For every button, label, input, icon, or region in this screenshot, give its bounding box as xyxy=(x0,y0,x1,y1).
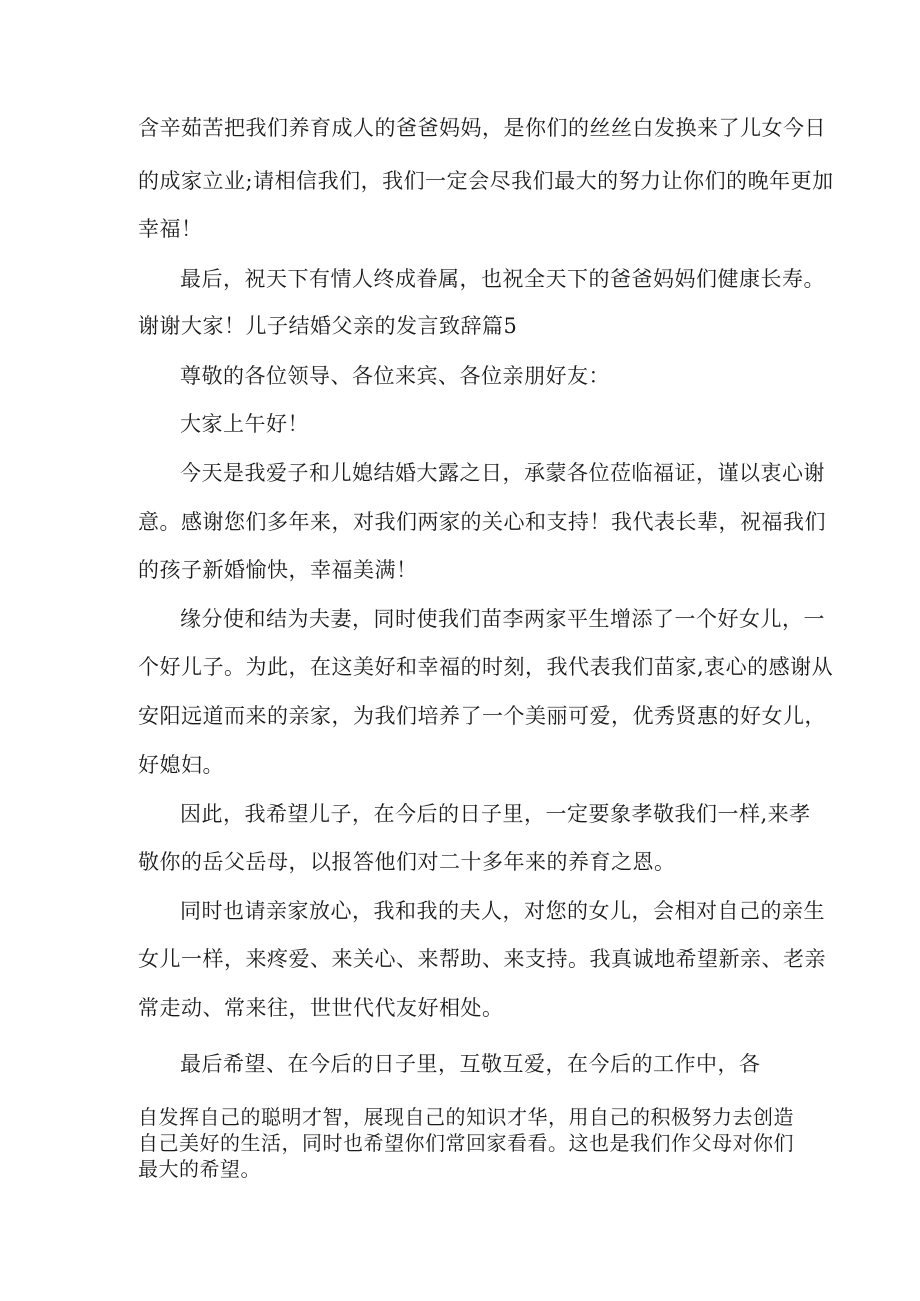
text-line: 好媳妇。 xyxy=(138,753,224,777)
salutation: 尊敬的各位领导、各位来宾、各位亲朋好友： xyxy=(180,364,610,388)
text-line: 今天是我爱子和儿媳结婚大露之日，承蒙各位莅临福证，谨以衷心谢 xyxy=(180,461,825,485)
greeting: 大家上午好！ xyxy=(180,412,309,436)
text-line: 最后希望、在今后的日子里，互敬互爱，在今后的工作中，各 xyxy=(180,1052,761,1076)
text-line: 含辛茹苦把我们养育成人的爸爸妈妈，是你们的丝丝白发换来了儿女今日 xyxy=(138,116,826,140)
text-line: 女儿一样，来疼爱、来关心、来帮助、来支持。我真诚地希望新亲、老亲 xyxy=(138,947,826,971)
text-line: 敬你的岳父岳母，以报答他们对二十多年来的养育之恩。 xyxy=(138,850,676,874)
text-line: 最后，祝天下有情人终成眷属，也祝全天下的爸爸妈妈们健康长寿。 xyxy=(180,267,825,291)
text-line: 常走动、常来往，世世代代友好相处。 xyxy=(138,996,504,1020)
text-line: 意。感谢您们多年来，对我们两家的关心和支持！我代表长辈，祝福我们 xyxy=(138,510,826,534)
text-line: 最大的希望。 xyxy=(138,1157,261,1181)
text-line: 安阳远道而来的亲家，为我们培养了一个美丽可爱，优秀贤惠的好女儿， xyxy=(138,704,826,728)
text-line: 因此，我希望儿子，在今后的日子里，一定要象孝敬我们一样,来孝 xyxy=(180,802,811,826)
text-line: 的孩子新婚愉快，幸福美满！ xyxy=(138,558,418,582)
text-line: 同时也请亲家放心，我和我的夫人，对您的女儿，会相对自己的亲生 xyxy=(180,899,825,923)
text-line: 的成家立业;请相信我们，我们一定会尽我们最大的努力让你们的晚年更加 xyxy=(138,169,834,193)
text-line: 自己美好的生活，同时也希望你们常回家看看。这也是我们作父母对你们 xyxy=(138,1131,794,1155)
text-line: 缘分使和结为夫妻，同时使我们苗李两家平生增添了一个好女儿，一 xyxy=(180,607,825,631)
text-line: 幸福！ xyxy=(138,217,203,241)
text-line: 个好儿子。为此，在这美好和幸福的时刻，我代表我们苗家,衷心的感谢从 xyxy=(138,655,834,679)
section-heading: 谢谢大家！儿子结婚父亲的发言致辞篇5 xyxy=(138,314,518,338)
text-line: 自发挥自己的聪明才智，展现自己的知识才华，用自己的积极努力去创造 xyxy=(138,1105,794,1129)
